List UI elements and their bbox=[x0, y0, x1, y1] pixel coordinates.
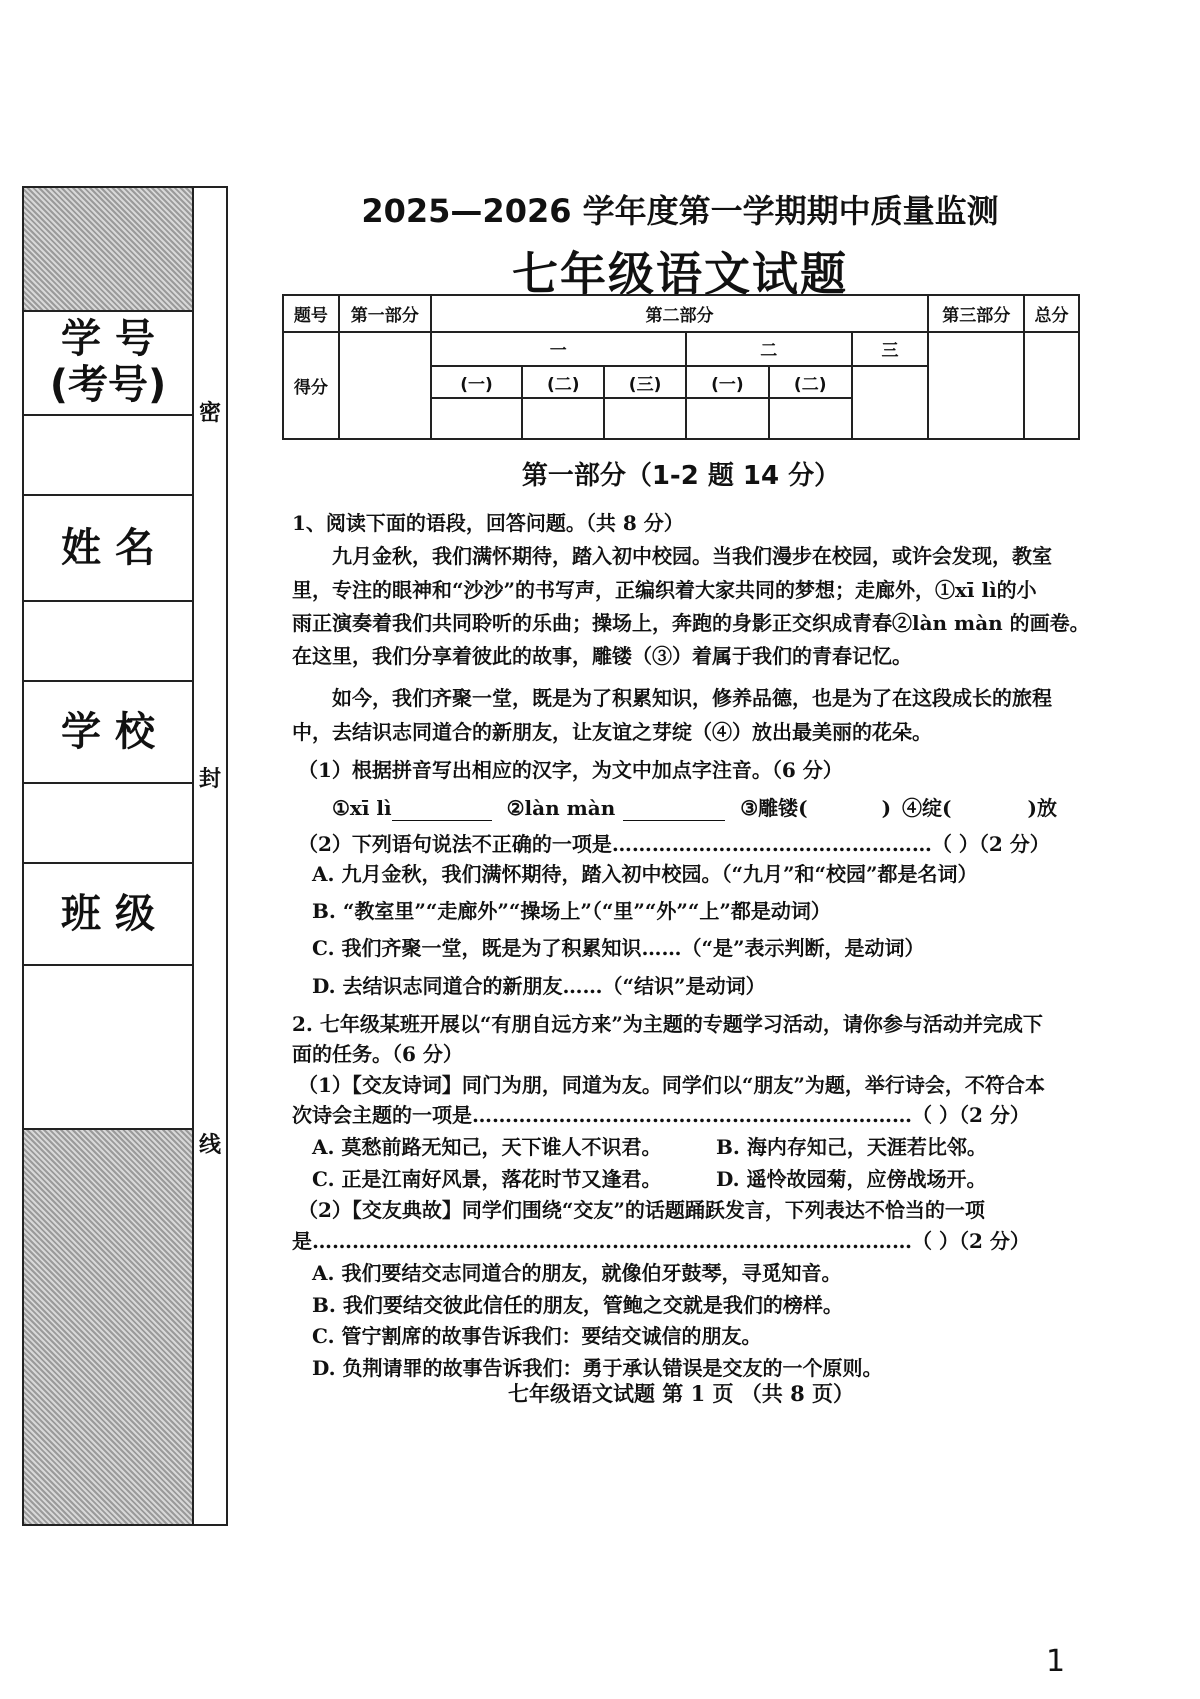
answer-blank-2[interactable] bbox=[623, 800, 725, 821]
sub-header-1-2: (二) bbox=[522, 366, 604, 398]
header-total: 总分 bbox=[1024, 295, 1079, 332]
seal-line-column bbox=[194, 186, 228, 1526]
q2-sub2-stem-cont: 是………………………………………………………………………………（ ）（2 分） bbox=[292, 1229, 1030, 1253]
q2-sub2-option: C. 管宁割席的故事告诉我们：要结交诚信的朋友。 bbox=[312, 1324, 762, 1348]
q1-sub1-blanks bbox=[332, 792, 1057, 821]
q2-sub1-stem: （1）【交友诗词】同门为朋，同道为友。同学们以“朋友”为题，举行诗会，不符合本 bbox=[298, 1073, 1045, 1097]
score-part1-cell bbox=[339, 332, 431, 440]
score-part3-cell bbox=[928, 332, 1024, 440]
score-2-2-cell bbox=[769, 398, 852, 439]
score-total-cell bbox=[1024, 332, 1079, 440]
header-tihao: 题号 bbox=[283, 295, 339, 332]
q2-sub2-option: A. 我们要结交志同道合的朋友，就像伯牙鼓琴，寻觅知音。 bbox=[312, 1261, 842, 1285]
hatched-area-bottom bbox=[24, 1128, 192, 1524]
name-label: 姓 名 bbox=[24, 496, 192, 602]
q1-stem: 1、阅读下面的语段，回答问题。（共 8 分） bbox=[292, 511, 684, 535]
class-blank bbox=[24, 966, 192, 1044]
student-id-blank bbox=[24, 416, 192, 496]
q2-sub1-option-d: D. 遥怜故园菊，应傍战场开。 bbox=[716, 1167, 987, 1191]
q1-sub2-option: C. 我们齐聚一堂，既是为了积累知识……（“是”表示判断，是动词） bbox=[312, 936, 925, 960]
q1-passage-line: 雨正演奏着我们共同聆听的乐曲；操场上，奔跑的身影正交织成青春②làn màn 的画卷。 bbox=[292, 611, 1090, 635]
score-table bbox=[282, 294, 1080, 440]
item-diaolou: ③雕镂( bbox=[740, 796, 808, 820]
q2-sub1-option-c: C. 正是江南好风景，落花时节又逢君。 bbox=[312, 1167, 662, 1191]
q1-passage-line: 中，去结识志同道合的新朋友，让友谊之芽绽（④）放出最美丽的花朵。 bbox=[292, 720, 932, 744]
sub-header-3: 三 bbox=[852, 332, 929, 366]
answer-blank-1[interactable] bbox=[392, 800, 492, 821]
student-id-label: 学 号 (考号) bbox=[24, 310, 192, 416]
binding-strip bbox=[22, 186, 228, 1526]
sub-header-1-1: (一) bbox=[431, 366, 523, 398]
score-1-1-cell bbox=[431, 398, 523, 439]
part1-heading: 第一部分（1-2 题 14 分） bbox=[521, 461, 841, 491]
pinyin-xili: ①xī lì bbox=[332, 796, 392, 820]
q2-stem-cont: 面的任务。（6 分） bbox=[292, 1042, 463, 1066]
q2-stem: 2. 七年级某班开展以“有朋自远方来”为主题的专题学习活动，请你参与活动并完成下 bbox=[292, 1012, 1043, 1036]
exam-title: 七年级语文试题 bbox=[512, 247, 848, 301]
score-1-3-cell bbox=[604, 398, 686, 439]
exam-subtitle: 2025—2026 学年度第一学期期中质量监测 bbox=[361, 192, 999, 230]
header-part1: 第一部分 bbox=[339, 295, 431, 332]
student-info-column bbox=[22, 186, 194, 1526]
score-2-1-cell bbox=[686, 398, 769, 439]
seal-mark-feng: 封 bbox=[198, 767, 221, 792]
q1-sub2-option: A. 九月金秋，我们满怀期待，踏入初中校园。（“九月”和“校园”都是名词） bbox=[312, 862, 978, 886]
pinyin-lanman: ②làn màn bbox=[506, 796, 616, 820]
q1-sub2-option: D. 去结识志同道合的新朋友……（“结识”是动词） bbox=[312, 974, 766, 998]
q1-passage-line: 在这里，我们分享着彼此的故事，雕镂（③）着属于我们的青春记忆。 bbox=[292, 644, 912, 668]
header-part3: 第三部分 bbox=[928, 295, 1024, 332]
school-label: 学 校 bbox=[24, 682, 192, 784]
item-zhan-close: )放 bbox=[1027, 796, 1057, 820]
seal-mark-xian: 线 bbox=[198, 1133, 221, 1158]
class-label: 班 级 bbox=[24, 864, 192, 966]
score-1-2-cell bbox=[522, 398, 604, 439]
q2-sub2-option: D. 负荆请罪的故事告诉我们：勇于承认错误是交友的一个原则。 bbox=[312, 1356, 883, 1380]
scan-page-number: 1 bbox=[1046, 1644, 1066, 1679]
q2-sub2-stem: （2）【交友典故】同学们围绕“交友”的话题踊跃发言，下列表达不恰当的一项 bbox=[298, 1198, 985, 1222]
q1-sub2-option: B. “教室里”“走廊外”“操场上”（“里”“外”“上”都是动词） bbox=[312, 899, 831, 923]
school-blank bbox=[24, 784, 192, 864]
row-score-label: 得分 bbox=[283, 332, 339, 440]
header-part2: 第二部分 bbox=[431, 295, 929, 332]
q1-passage-line: 里，专注的眼神和“沙沙”的书写声，正编织着大家共同的梦想；走廊外，①xī lì的小 bbox=[292, 578, 1037, 602]
sub-header-1-3: (三) bbox=[604, 366, 686, 398]
sub-header-2-1: (一) bbox=[686, 366, 769, 398]
sub-header-2: 二 bbox=[686, 332, 852, 366]
sub-header-1: 一 bbox=[431, 332, 686, 366]
item-zhan: ④绽( bbox=[902, 796, 952, 820]
name-blank bbox=[24, 602, 192, 682]
q1-passage-line: 如今，我们齐聚一堂，既是为了积累知识，修养品德，也是为了在这段成长的旅程 bbox=[332, 686, 1052, 710]
item-diaolou-close: ) bbox=[881, 796, 892, 820]
sub-header-2-2: (二) bbox=[769, 366, 852, 398]
q1-sub2-stem: （2）下列语句说法不正确的一项是…………………………………………（ ）（2 分） bbox=[298, 832, 1050, 856]
q2-sub1-option-a: A. 莫愁前路无知己，天下谁人不识君。 bbox=[312, 1135, 662, 1159]
seal-mark-mi: 密 bbox=[198, 401, 221, 426]
q2-sub2-option: B. 我们要结交彼此信任的朋友，管鲍之交就是我们的榜样。 bbox=[312, 1293, 843, 1317]
q2-sub1-option-b: B. 海内存知己，天涯若比邻。 bbox=[716, 1135, 987, 1159]
q1-passage-line: 九月金秋，我们满怀期待，踏入初中校园。当我们漫步在校园，或许会发现，教室 bbox=[332, 544, 1052, 568]
q2-sub1-stem-cont: 次诗会主题的一项是…………………………………………………………（ ）（2 分） bbox=[292, 1103, 1030, 1127]
page-footer: 七年级语文试题 第 1 页 （共 8 页） bbox=[507, 1381, 855, 1406]
score-3-cell bbox=[852, 366, 929, 439]
hatched-area-top bbox=[24, 188, 192, 312]
q1-sub1-stem: （1）根据拼音写出相应的汉字，为文中加点字注音。（6 分） bbox=[298, 758, 843, 782]
